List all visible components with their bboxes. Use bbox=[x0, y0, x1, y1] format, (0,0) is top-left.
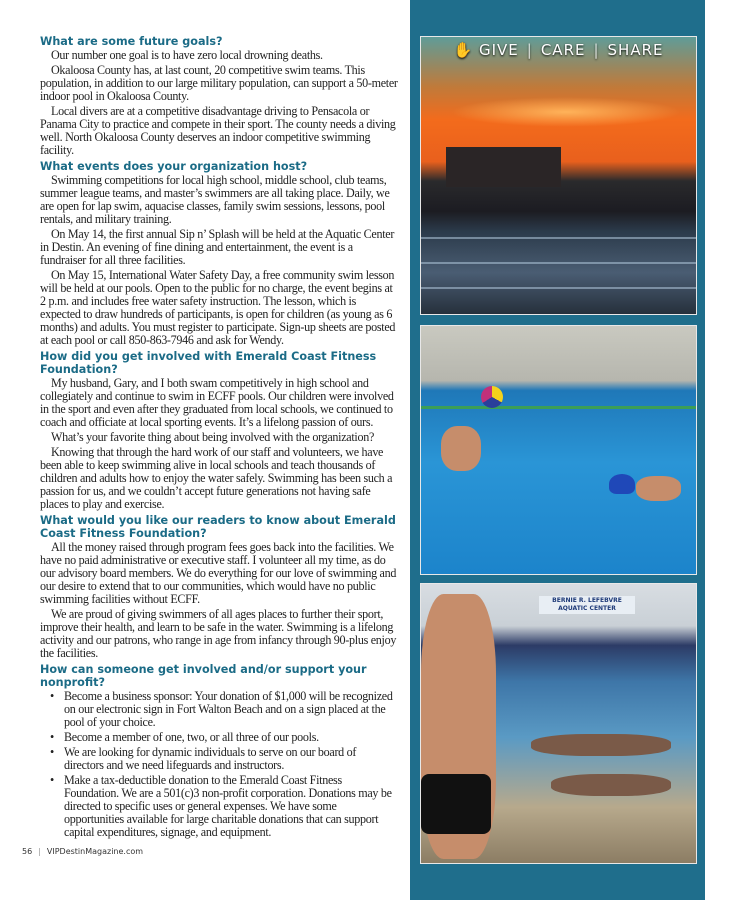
pool-building bbox=[446, 147, 561, 187]
hand-icon: ✋ bbox=[453, 41, 474, 59]
sign-text: BERNIE R. LEFEBVRE bbox=[552, 597, 622, 604]
logo-word: SHARE bbox=[607, 41, 664, 59]
paragraph: All the money raised through program fees goes back into the facilities. We have no paid administrative or executive staff. I volunteer all my time, as do our advisory board members. We do everything for our love of swimming and our desire to extend that to our communities, which would have no public swimming facilities without ECFF. bbox=[40, 540, 397, 606]
lane-line bbox=[421, 262, 696, 264]
logo-word: GIVE bbox=[478, 41, 519, 59]
give-care-share-logo bbox=[421, 40, 696, 60]
lane-line bbox=[421, 237, 696, 239]
support-list bbox=[40, 690, 398, 839]
player bbox=[441, 426, 481, 471]
lane-rope bbox=[421, 406, 696, 409]
list-item: • Become a business sponsor: Your donation of $1,000 will be recognized on our electronic sign in Fort Walton Beach and on a sign placed at the pool of your choice. bbox=[52, 690, 398, 729]
trainees-row bbox=[551, 774, 671, 796]
sign-text: AQUATIC CENTER bbox=[558, 605, 616, 612]
article-column bbox=[40, 35, 398, 839]
website-link[interactable]: VIPDestinMagazine.com bbox=[46, 847, 144, 856]
player bbox=[636, 476, 681, 501]
photo-sidebar bbox=[410, 0, 705, 900]
trainees-row bbox=[531, 734, 671, 756]
water-polo-ball bbox=[481, 386, 503, 408]
logo-separator: | bbox=[526, 41, 533, 59]
sunset-glow bbox=[451, 97, 681, 127]
paragraph: My husband, Gary, and I both swam competitively in high school and collegiately and continue to swim in ECFF pools. Our children were involved in the sport and even after they graduated from local schools, we continued to coach and officiate at local sporting events. It’s a lifelong passion of ours. bbox=[40, 376, 394, 429]
paragraph: Our number one goal is to have zero local drowning deaths. bbox=[51, 48, 323, 62]
footer-separator: | bbox=[38, 847, 41, 856]
article-flow bbox=[22, 32, 398, 857]
list-item: • Become a member of one, two, or all three of our pools. bbox=[52, 731, 398, 744]
section-heading: How did you get involved with Emerald Coast Fitness Foundation? bbox=[40, 350, 377, 376]
swim-cap bbox=[609, 474, 635, 494]
water-polo-photo bbox=[420, 325, 697, 575]
logo-word: CARE bbox=[540, 41, 586, 59]
logo-separator: | bbox=[593, 41, 600, 59]
section-heading: How can someone get involved and/or support your nonprofit? bbox=[40, 663, 367, 689]
paragraph: Local divers are at a competitive disadvantage driving to Pensacola or Panama City to practice and compete in their sport. The county needs a diving well. North Okaloosa County deserves an indoor competitive swimming facility. bbox=[40, 104, 396, 157]
paragraph: We are proud of giving swimmers of all ages places to further their sport, improve their health, and learn to be safe in the water. Swimming is a lifelong activity and our patrons, who range in age from infancy through 90-plus enjoy the facilities. bbox=[40, 607, 397, 660]
section-heading: What would you like our readers to know about Emerald Coast Fitness Foundation? bbox=[40, 514, 396, 540]
sunset-pool-photo bbox=[420, 36, 697, 315]
military-training-photo bbox=[420, 583, 697, 864]
section-heading: What events does your organization host? bbox=[40, 160, 308, 173]
paragraph: On May 15, International Water Safety Day, a free community swim lesson will be held at our pools. Open to the public for no charge, the event begins at 2 p.m. and includes free water safety instruction. The lesson, which is expected to draw hundreds of participants, is open for children (as young as 6 months) and adults. You must register to participate. Sign-up sheets are posted at each pool or call 850-863-7946 and ask for Wendy. bbox=[40, 268, 396, 347]
paragraph: On May 14, the first annual Sip n’ Splash will be held at the Aquatic Center in Destin. An evening of fine dining and entertainment, the event is a fundraiser for all three facilities. bbox=[40, 227, 395, 267]
paragraph: Swimming competitions for local high school, middle school, club teams, summer league teams, and master’s swimmers are all taking place. Daily, we are open for lap swim, aquacise classes, family swim sessions, lessons, pool rentals, and military training. bbox=[40, 173, 390, 226]
page-number: 56 bbox=[22, 847, 33, 856]
shorts bbox=[421, 774, 491, 834]
paragraph: Knowing that through the hard work of our staff and volunteers, we have been able to keep swimming alive in local schools and teach thousands of children and adults how to enjoy the water safely. Swimming has been such a passion for us, and we couldn’t accept future generations not having safe places to play and exercise. bbox=[40, 445, 393, 511]
aquatic-center-sign bbox=[539, 596, 635, 614]
lane-line bbox=[421, 287, 696, 289]
list-item: • We are looking for dynamic individuals to serve on our board of directors and we need lifeguards and instructors. bbox=[52, 746, 398, 772]
list-item: • Make a tax-deductible donation to the Emerald Coast Fitness Foundation. We are a 501(c)3 non-profit corporation. Donations may be directed to specific uses or general expenses. We have some opportunities available for large charitable donations that can support capital expenditures, signage, and equipment. bbox=[52, 774, 398, 839]
paragraph: Okaloosa County has, at last count, 20 competitive swim teams. This population, in addition to our large military population, can support a 50-meter indoor pool in Okaloosa County. bbox=[40, 63, 398, 103]
page-footer bbox=[22, 847, 398, 857]
paragraph: What’s your favorite thing about being involved with the organization? bbox=[51, 430, 375, 444]
section-heading: What are some future goals? bbox=[40, 35, 223, 48]
